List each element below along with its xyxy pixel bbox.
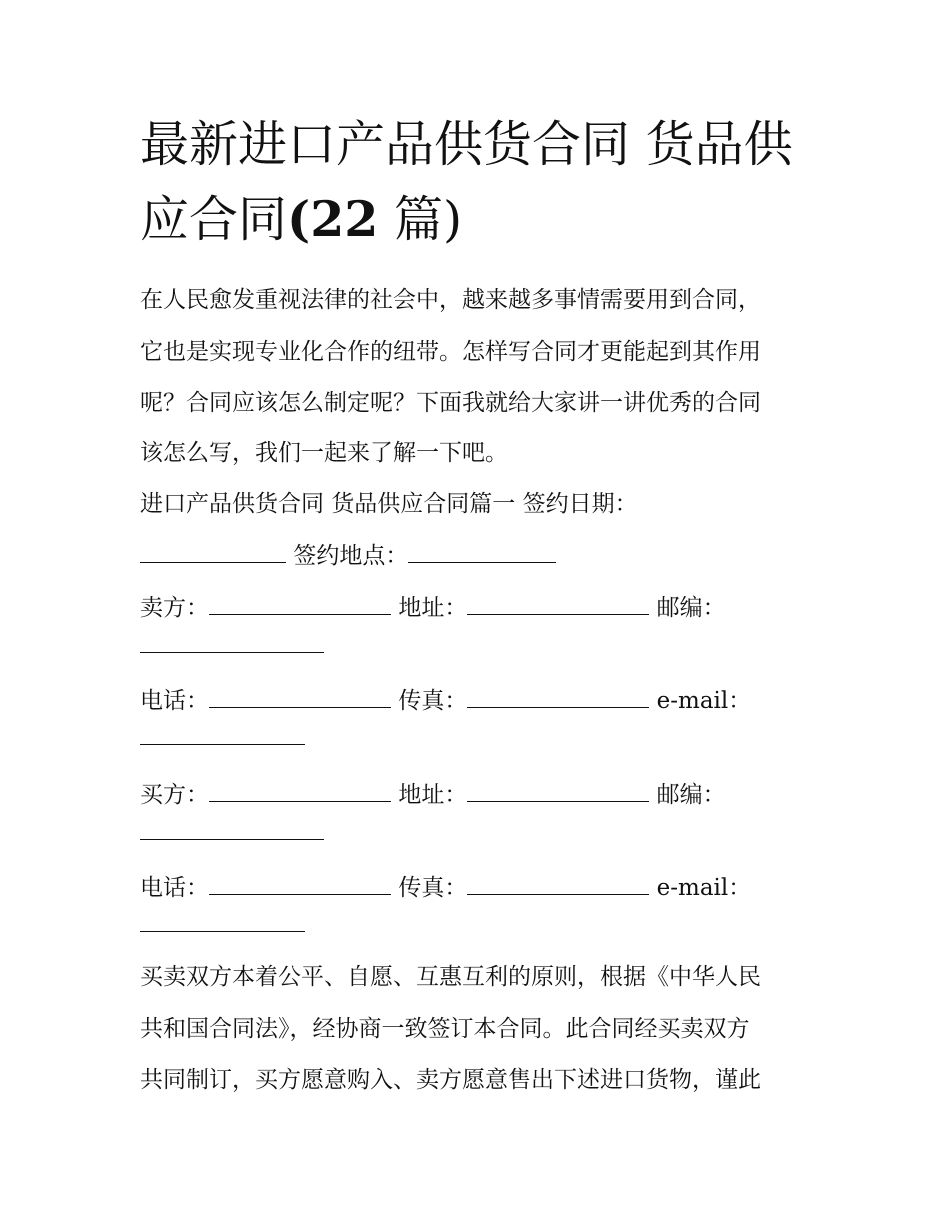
seller-phone-label: 电话： bbox=[140, 688, 209, 714]
seller-postcode-blank[interactable] bbox=[140, 630, 324, 653]
seller-name-blank[interactable] bbox=[209, 592, 391, 615]
seller-address-blank[interactable] bbox=[467, 592, 649, 615]
buyer-fax-label: 传真： bbox=[398, 875, 468, 901]
body-line-3: 共同制订，买方愿意购入、卖方愿意售出下述进口货物，谨此 bbox=[140, 1067, 761, 1093]
buyer-postcode-label: 邮编： bbox=[656, 782, 726, 808]
seller-email-blank[interactable] bbox=[140, 722, 305, 745]
intro-line-3: 呢？合同应该怎么制定呢？下面我就给大家讲一讲优秀的合同 bbox=[140, 390, 761, 416]
sign-date-blank[interactable] bbox=[140, 540, 286, 563]
seller-postcode-row bbox=[140, 630, 324, 661]
buyer-postcode-row bbox=[140, 817, 324, 848]
buyer-name-blank[interactable] bbox=[209, 779, 391, 802]
sign-place-row bbox=[140, 540, 556, 571]
seller-address-label: 地址： bbox=[398, 595, 468, 621]
seller-contact-row bbox=[140, 685, 751, 716]
intro-line-4: 该怎么写，我们一起来了解一下吧。 bbox=[140, 440, 508, 466]
seller-fax-blank[interactable] bbox=[467, 685, 649, 708]
title-count: (22 bbox=[287, 190, 379, 248]
sign-place-blank[interactable] bbox=[408, 540, 556, 563]
intro-line-2: 它也是实现专业化合作的纽带。怎样写合同才更能起到其作用 bbox=[140, 339, 761, 365]
seller-fax-label: 传真： bbox=[398, 688, 468, 714]
seller-phone-blank[interactable] bbox=[209, 685, 391, 708]
seller-email-row bbox=[140, 722, 305, 753]
buyer-postcode-blank[interactable] bbox=[140, 817, 324, 840]
title-line-1: 最新进口产品供货合同 货品供 bbox=[140, 116, 793, 173]
buyer-fax-blank[interactable] bbox=[467, 872, 649, 895]
body-line-1: 买卖双方本着公平、自愿、互惠互利的原则，根据《中华人民 bbox=[140, 964, 761, 990]
body-line-2: 共和国合同法》，经协商一致签订本合同。此合同经买卖双方 bbox=[140, 1016, 750, 1042]
title-line-2-prefix: 应合同 bbox=[140, 191, 288, 248]
seller-postcode-label: 邮编： bbox=[656, 595, 726, 621]
buyer-email-label: e-mail： bbox=[656, 875, 752, 901]
buyer-row bbox=[140, 779, 726, 810]
seller-label: 卖方： bbox=[140, 595, 209, 621]
buyer-contact-row bbox=[140, 872, 751, 903]
seller-row bbox=[140, 592, 726, 623]
buyer-phone-label: 电话： bbox=[140, 875, 209, 901]
buyer-email-blank[interactable] bbox=[140, 909, 305, 932]
title-line-2-suffix: 篇) bbox=[378, 191, 463, 248]
buyer-address-label: 地址： bbox=[398, 782, 468, 808]
sign-place-label: 签约地点： bbox=[293, 543, 409, 569]
buyer-label: 买方： bbox=[140, 782, 209, 808]
seller-email-label: e-mail： bbox=[656, 688, 752, 714]
buyer-phone-blank[interactable] bbox=[209, 872, 391, 895]
page-title bbox=[140, 108, 830, 257]
buyer-email-row bbox=[140, 909, 305, 940]
section-heading: 进口产品供货合同 货品供应合同篇一 签约日期： bbox=[140, 491, 638, 517]
buyer-address-blank[interactable] bbox=[467, 779, 649, 802]
intro-line-1: 在人民愈发重视法律的社会中，越来越多事情需要用到合同， bbox=[140, 287, 761, 313]
